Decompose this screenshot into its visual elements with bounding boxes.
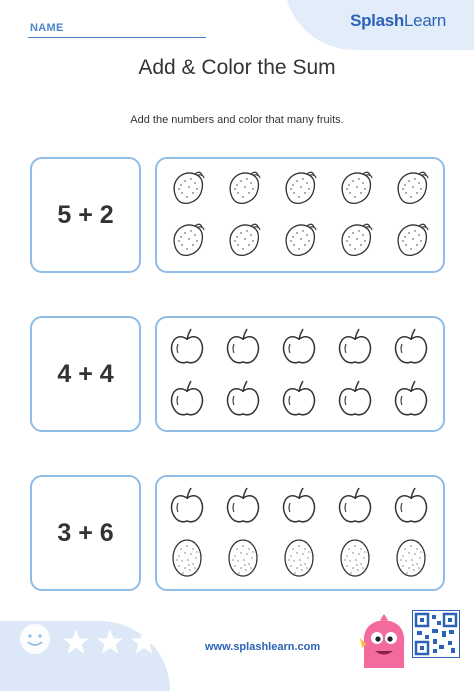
lemon-icon [279,219,319,261]
apple-icon [223,378,263,420]
splashlearn-logo [350,11,446,31]
apple-icon [223,485,263,527]
apple-icon [335,378,375,420]
apple-icon [335,326,375,368]
name-line [28,37,206,38]
kiwi-icon [279,537,319,579]
apple-icon [223,326,263,368]
apple-icon [279,326,319,368]
problem-box-3: 3 + 6 [30,475,141,591]
apple-icon [167,485,207,527]
apple-icon [167,326,207,368]
lemon-icon [335,219,375,261]
kiwi-icon [223,537,263,579]
monster-mascot-icon [358,614,410,668]
logo-light-text: Learn [404,11,446,30]
lemon-icon [391,219,431,261]
footer-url: www.splashlearn.com [205,641,321,653]
logo-bold-text: Splash [350,11,405,30]
fruit-box-3 [155,475,445,591]
smiley-icon [18,622,52,656]
apple-icon [279,378,319,420]
problem-box-1: 5 + 2 [30,157,141,273]
kiwi-icon [391,537,431,579]
name-label: NAME [30,22,64,34]
star-icon [62,628,90,656]
apple-icon [335,485,375,527]
lemon-icon [279,167,319,209]
apple-icon [279,485,319,527]
lemon-icon [167,219,207,261]
lemon-icon [391,167,431,209]
lemon-icon [335,167,375,209]
problem-box-2: 4 + 4 [30,316,141,432]
lemon-icon [167,167,207,209]
fruit-box-2 [155,316,445,432]
apple-icon [391,326,431,368]
apple-icon [391,485,431,527]
star-icon [96,628,124,656]
lemon-icon [223,167,263,209]
apple-icon [391,378,431,420]
qr-code-icon [412,610,460,658]
apple-icon [167,378,207,420]
star-icon [130,628,158,656]
lemon-icon [223,219,263,261]
worksheet-title: Add & Color the Sum [138,56,336,79]
instruction-text: Add the numbers and color that many fruits. [130,114,344,126]
kiwi-icon [167,537,207,579]
fruit-box-1 [155,157,445,273]
kiwi-icon [335,537,375,579]
